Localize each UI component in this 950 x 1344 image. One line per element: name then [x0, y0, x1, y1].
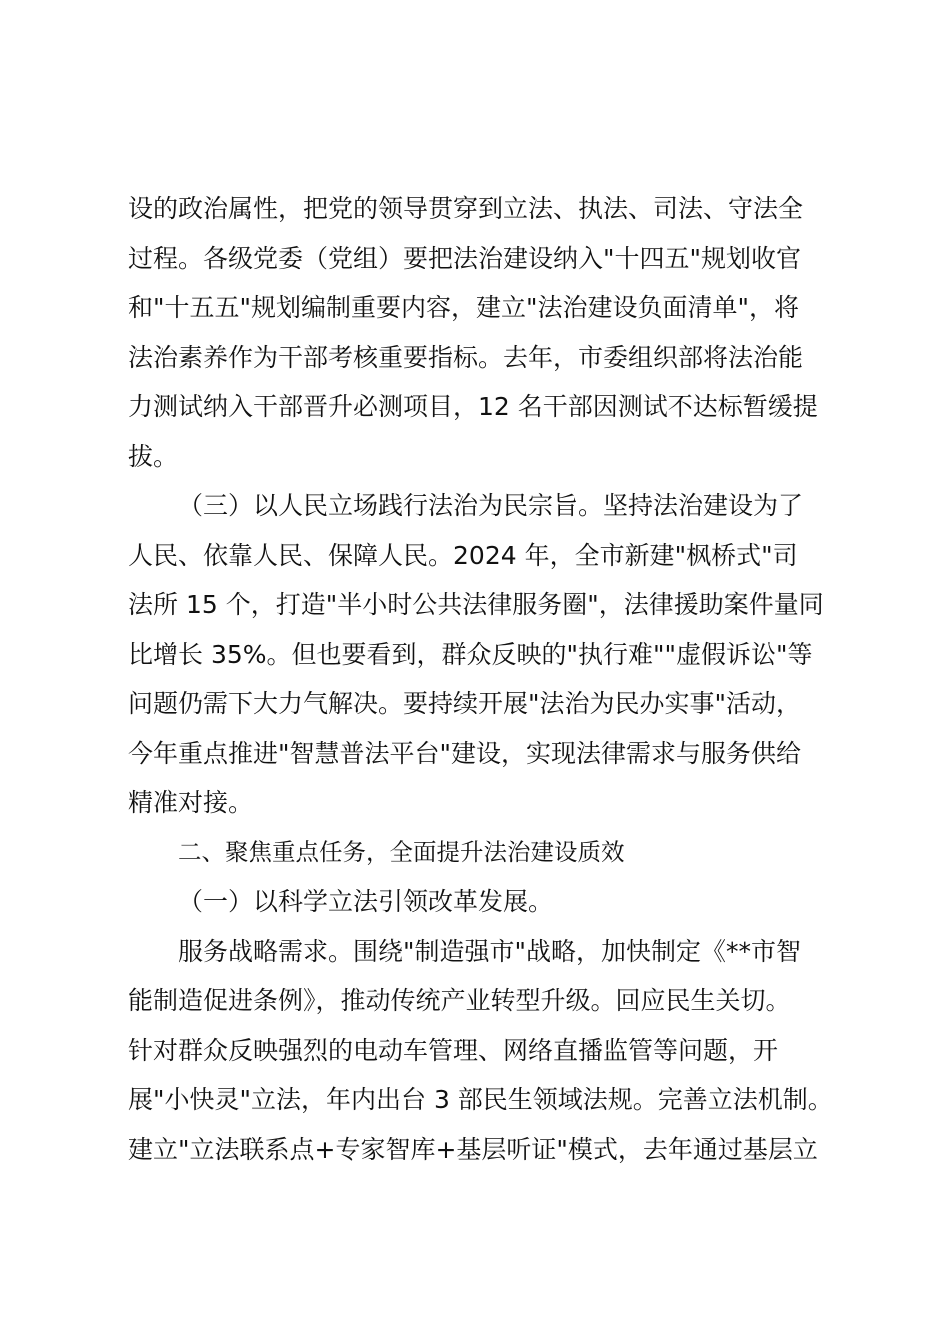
document-body — [128, 184, 844, 1174]
text-line: 法所 15 个，打造"半小时公共法律服务圈"，法律援助案件量同 — [128, 590, 824, 619]
text-line: 和"十五五"规划编制重要内容，建立"法治建设负面清单"，将 — [128, 293, 799, 322]
text-line: 精准对接。 — [128, 788, 254, 817]
text-line: 展"小快灵"立法，年内出台 3 部民生领域法规。完善立法机制。 — [128, 1085, 833, 1114]
text-line: 人民、依靠人民、保障人民。2024 年，全市新建"枫桥式"司 — [128, 540, 798, 570]
section-intro-line: （三）以人民立场践行法治为民宗旨。坚持法治建设为了 — [178, 491, 804, 520]
text-line: 针对群众反映强烈的电动车管理、网络直播监管等问题，开 — [128, 1035, 779, 1065]
text-line: 问题仍需下大力气解决。要持续开展"法治为民办实事"活动， — [128, 689, 802, 718]
text-line: 过程。各级党委（党组）要把法治建设纳入"十四五"规划收官 — [128, 243, 802, 273]
text-line: 拔。 — [128, 441, 179, 471]
text-line: 法治素养作为干部考核重要指标。去年，市委组织部将法治能 — [128, 342, 804, 372]
paragraph-start-line: 服务战略需求。围绕"制造强市"战略，加快制定《**市智 — [178, 936, 802, 966]
text-line: 能制造促进条例》，推动传统产业转型升级。回应民生关切。 — [128, 986, 791, 1015]
text-line: 今年重点推进"智慧普法平台"建设，实现法律需求与服务供给 — [128, 738, 802, 768]
section-heading: 二、聚焦重点任务，全面提升法治建设质效 — [178, 837, 625, 866]
subsection-heading: （一）以科学立法引领改革发展。 — [178, 887, 554, 916]
text-line: 建立"立法联系点+专家智库+基层听证"模式，去年通过基层立 — [128, 1134, 818, 1164]
text-line: 设的政治属性，把党的领导贯穿到立法、执法、司法、守法全 — [128, 194, 804, 223]
text-line: 力测试纳入干部晋升必测项目，12 名干部因测试不达标暂缓提 — [128, 392, 818, 421]
text-line: 比增长 35%。但也要看到，群众反映的"执行难""虚假诉讼"等 — [128, 639, 813, 669]
